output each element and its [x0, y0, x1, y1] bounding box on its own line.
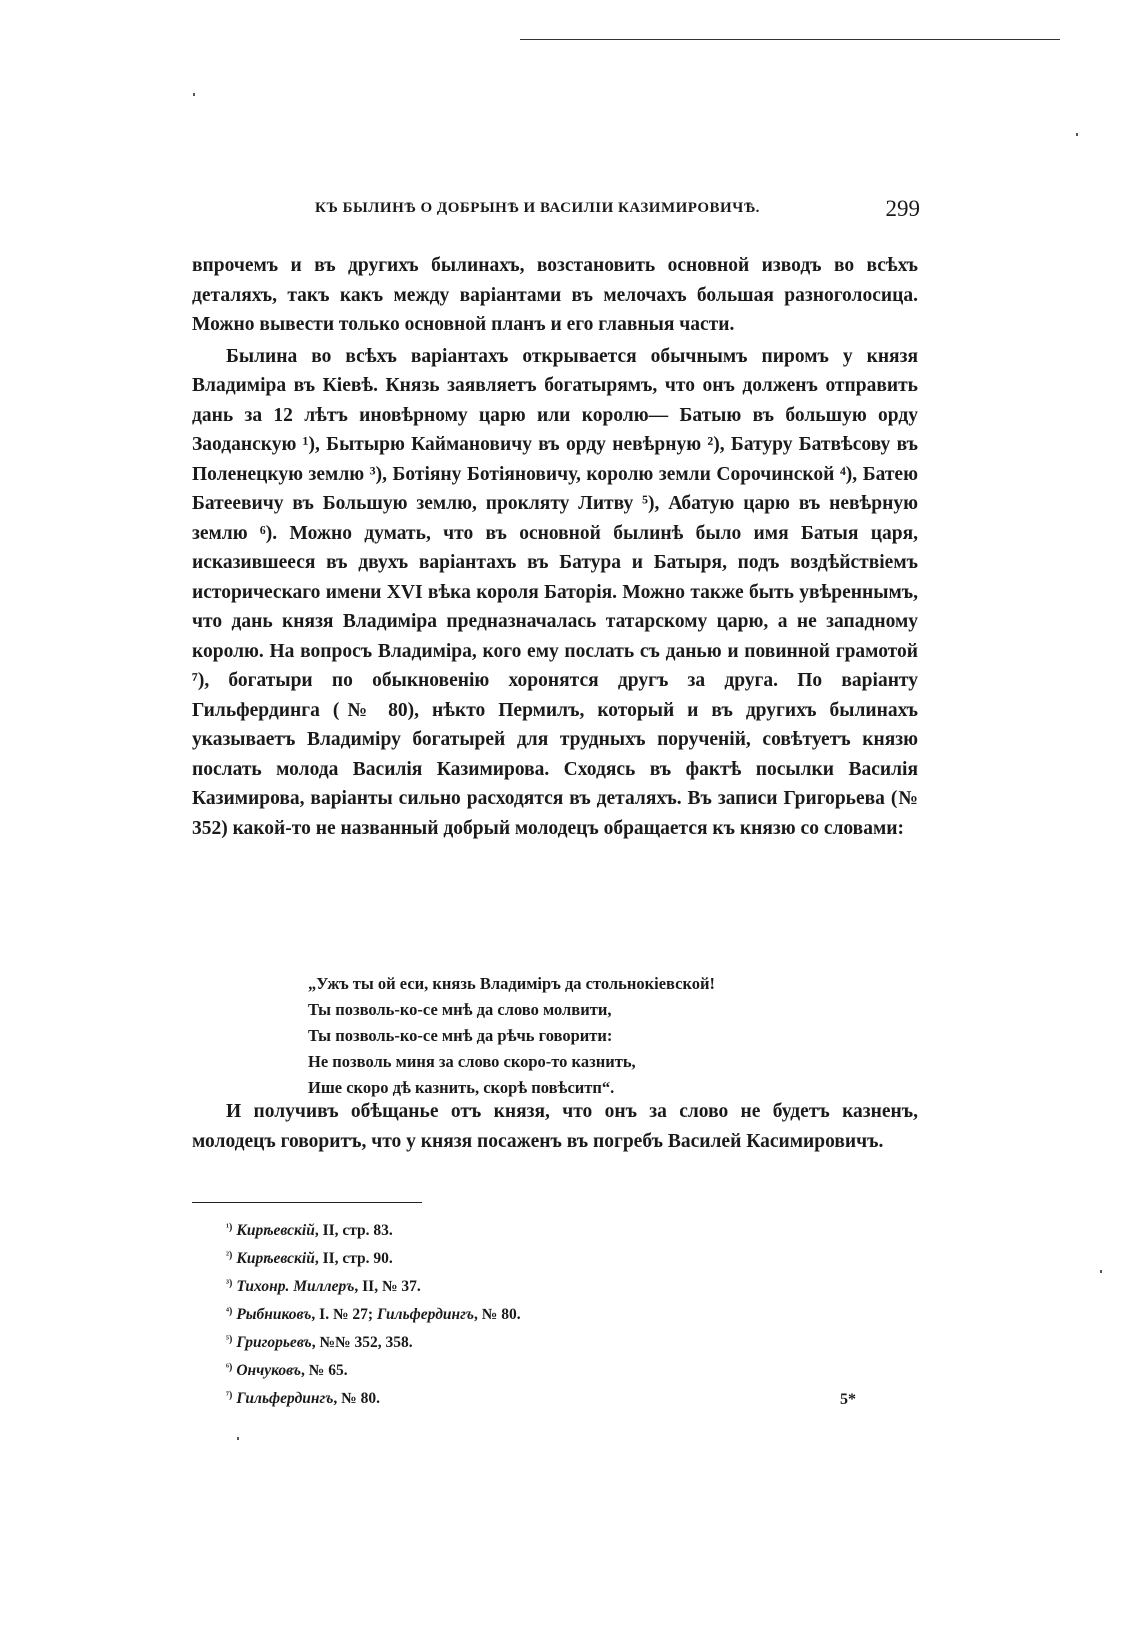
scan-speck: [1076, 133, 1078, 136]
scan-speck: [1100, 1270, 1102, 1273]
footnote-5: [226, 1327, 826, 1355]
footnote-ref: , № 80.: [333, 1390, 380, 1407]
footnote-mark: ²): [226, 1250, 233, 1261]
footnote-7: [226, 1383, 826, 1411]
footnote-ref: , I. № 27;: [311, 1306, 377, 1323]
paragraph-1: впрочемъ и въ другихъ былинахъ, возстановить основной изводъ во всѣхъ деталяхъ, такъ какъ между варіантами въ мелочахъ большая разноголосица. Можно вывести только основной планъ и его главныя части.: [192, 255, 918, 335]
main-text-continued: [192, 1097, 918, 1156]
footnote-author: Рыбниковъ: [236, 1306, 312, 1323]
footnote-1: [226, 1215, 826, 1243]
page-number: 299: [885, 196, 920, 221]
signature-mark: 5*: [840, 1391, 856, 1408]
footnote-mark: ⁶): [226, 1362, 233, 1373]
footnote-author: Ончуковъ: [236, 1362, 302, 1379]
footnote-mark: ¹): [226, 1222, 233, 1233]
verse-line: Ише скоро дѣ казнить, скорѣ повѣситп“.: [308, 1078, 615, 1097]
verse-line: Ты позволь-ко-се мнѣ да рѣчь говорити:: [308, 1026, 613, 1045]
scan-speck: [193, 93, 195, 96]
paragraph-3: И получивъ обѣщанье отъ князя, что онъ за слово не будетъ казненъ, молодецъ говоритъ, что у князя посаженъ въ погребъ Василей Касимировичъ.: [192, 1101, 918, 1152]
footnote-mark: ⁵): [226, 1334, 233, 1345]
footnote-author: Кирѣевскій: [236, 1250, 315, 1267]
scan-speck: [237, 1437, 239, 1440]
top-rule: [520, 39, 1060, 40]
running-title: КЪ БЫЛИНѢ О ДОБРЫНѢ И ВАСИЛІИ КАЗИМИРОВИЧѢ.: [315, 200, 760, 216]
verse-line: Не позволь миня за слово скоро-то казнить,: [308, 1052, 636, 1071]
page-header: [190, 196, 920, 226]
footnote-rule: [192, 1202, 422, 1203]
paragraph-2: Былина во всѣхъ варіантахъ открывается обычнымъ пиромъ у князя Владиміра въ Кіевѣ. Князь заявляетъ богатырямъ, что онъ долженъ отправить дань за 12 лѣтъ иновѣрному царю или королю— Батыю въ большую орду Заоданскую ¹), Бытырю Каймановичу въ орду невѣрную ²), Батуру Батвѣсову въ Поленецкую землю ³), Ботіяну Ботіяновичу, королю земли Сорочинской ⁴), Батею Батеевичу въ Большую землю, прокляту Литву ⁵), Абатую царю въ невѣрную землю ⁶). Можно думать, что въ основной былинѣ было имя Батыя царя, исказившееся въ двухъ варіантахъ въ Батура и Батыря, подъ воздѣйствіемъ историческаго имени XVI вѣка короля Баторія. Можно также быть увѣреннымъ, что дань князя Владиміра предназначалась татарскому царю, а не западному королю. На вопросъ Владиміра, кого ему послать съ данью и повинной грамотой ⁷), богатыри по обыкновенію хоронятся другъ за друга. По варіанту Гильфердинга (№ 80), нѣкто Пермилъ, который и въ другихъ былинахъ указываетъ Владиміру богатырей для трудныхъ порученій, совѣтуетъ князю послать молода Василія Казимирова. Сходясь въ фактѣ посылки Василія Казимирова, варіанты сильно расходятся въ деталяхъ. Въ записи Григорьева (№ 352) какой-то не названный добрый молодецъ обращается къ князю со словами:: [192, 345, 918, 839]
footnotes: [226, 1215, 826, 1411]
footnote-author: Гильфердингъ: [236, 1390, 334, 1407]
verse-quote: [308, 971, 908, 1101]
footnote-author-2: Гильфердингъ: [376, 1306, 475, 1323]
footnote-mark: ³): [226, 1278, 233, 1289]
verse-line: „Ужъ ты ой еси, князь Владиміръ да стольнокіевской!: [308, 974, 716, 993]
footnote-author: Кирѣевскій: [236, 1222, 315, 1239]
footnote-ref-2: , № 80.: [474, 1306, 521, 1323]
footnote-ref: , № 65.: [301, 1362, 348, 1379]
footnote-author: Григорьевъ: [236, 1334, 312, 1351]
verse-line: Ты позволь-ко-се мнѣ да слово молвити,: [308, 1000, 612, 1019]
footnote-6: [226, 1355, 826, 1383]
footnote-ref: , II, стр. 90.: [314, 1250, 393, 1267]
footnote-mark: ⁷): [226, 1390, 233, 1401]
footnote-ref: , II, стр. 83.: [314, 1222, 393, 1239]
footnote-2: [226, 1243, 826, 1271]
footnote-mark: ⁴): [226, 1306, 233, 1317]
footnote-3: [226, 1271, 826, 1299]
main-text: [192, 251, 918, 843]
footnote-ref: , №№ 352, 358.: [311, 1334, 413, 1351]
footnote-ref: , II, № 37.: [354, 1278, 421, 1295]
footnote-author: Тихонр. Миллеръ: [236, 1278, 355, 1295]
footnote-4: [226, 1299, 826, 1327]
